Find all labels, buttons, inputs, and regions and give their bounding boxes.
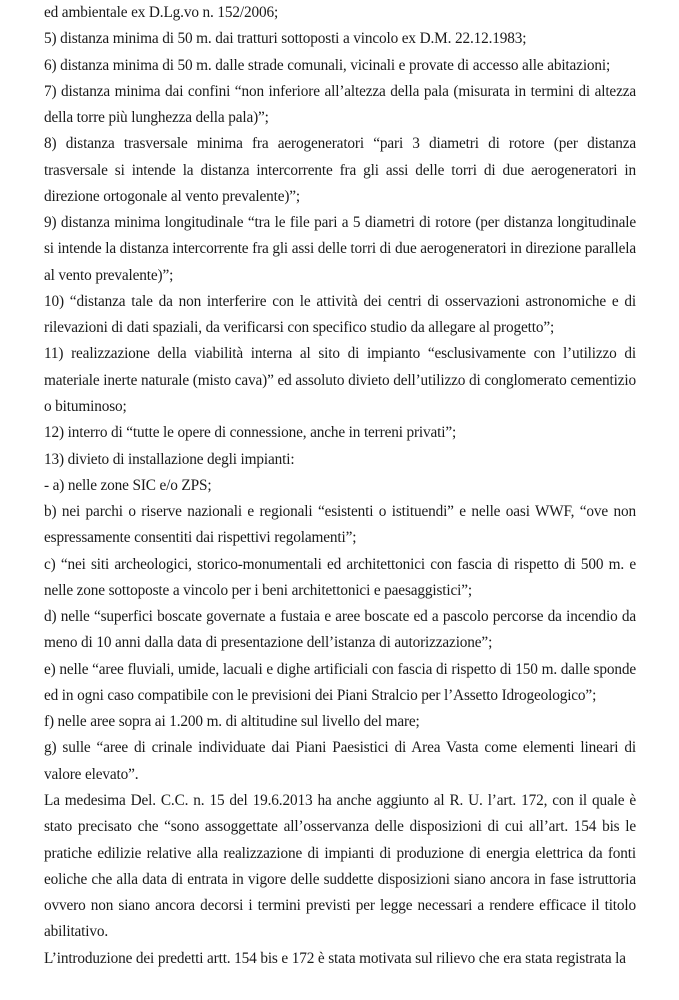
paragraph-item-7: 7) distanza minima dai confini “non inferiore all’altezza della pala (misurata in termini di altezza della torre più lunghezza della pala)”;: [44, 82, 636, 127]
document-page: [44, 0, 636, 972]
paragraph-subitem-a: - a) nelle zone SIC e/o ZPS;: [44, 476, 212, 494]
paragraph-art-172: La medesima Del. C.C. n. 15 del 19.6.2013 ha anche aggiunto al R. U. l’art. 172, con il quale è stato precisato che “sono assoggettate all’osservanza delle disposizioni di cui all’art. 154 bis le pratiche edilizie relative alla realizzazione di impianti di produzione di energia elettrica da fonti eoliche che alla data di entrata in vigore delle suddette disposizioni siano ancora in fase istruttoria ovvero non siano ancora decorsi i termini previsti per legge necessari a rendere efficace il titolo abilitativo.: [44, 791, 636, 941]
paragraph-subitem-e: e) nelle “aree fluviali, umide, lacuali e dighe artificiali con fascia di rispetto di 150 m. dalle sponde ed in ogni caso compatibile con le previsioni dei Piani Stralcio per l’Assetto Idrogeologico”;: [44, 660, 636, 704]
paragraph-item-9: 9) distanza minima longitudinale “tra le file pari a 5 diametri di rotore (per distanza longitudinale si intende la distanza intercorrente fra gli assi delle torri di due aerogeneratori in direzione parallela al vento prevalente)”;: [44, 214, 636, 284]
paragraph-item-13: 13) divieto di installazione degli impianti:: [44, 450, 295, 468]
paragraph-subitem-g: g) sulle “aree di crinale individuate dai Piani Paesistici di Area Vasta come elementi lineari di valore elevato”.: [44, 739, 636, 783]
paragraph-item-12: 12) interro di “tutte le opere di connessione, anche in terreni privati”;: [44, 424, 457, 442]
paragraph-item-8: 8) distanza trasversale minima fra aerogeneratori “pari 3 diametri di rotore (per distanza trasversale si intende la distanza intercorrente fra gli assi delle torri di due aerogeneratori in direzione ortogonale al vento prevalente)”;: [44, 135, 636, 205]
paragraph-introduction-motivation: L’introduzione dei predetti artt. 154 bis e 172 è stata motivata sul rilievo che era stata registrata la: [44, 949, 626, 967]
paragraph-subitem-b: b) nei parchi o riserve nazionali e regionali “esistenti o istituendi” e nelle oasi WWF, “ove non espressamente consentiti dai rispettivi regolamenti”;: [44, 503, 636, 547]
paragraph-subitem-c: c) “nei siti archeologici, storico-monumentali ed architettonici con fascia di rispetto di 500 m. e nelle zone sottoposte a vincolo per i beni architettonici e paesaggistici”;: [44, 555, 636, 599]
paragraph-item-10: 10) “distanza tale da non interferire con le attività dei centri di osservazioni astronomiche e di rilevazioni di dati spaziali, da verificarsi con specifico studio da allegare al progetto”;: [44, 292, 636, 337]
paragraph-item-6: 6) distanza minima di 50 m. dalle strade comunali, vicinali e provate di accesso alle abitazioni;: [44, 56, 611, 74]
paragraph-continuation: ed ambientale ex D.Lg.vo n. 152/2006;: [44, 4, 279, 21]
paragraph-item-5: 5) distanza minima di 50 m. dai tratturi sottoposti a vincolo ex D.M. 22.12.1983;: [44, 30, 527, 48]
paragraph-subitem-f: f) nelle aree sopra ai 1.200 m. di altitudine sul livello del mare;: [44, 713, 420, 731]
paragraph-subitem-d: d) nelle “superfici boscate governate a fustaia e aree boscate ed a pascolo percorse da incendio da meno di 10 anni dalla data di presentazione dell’istanza di autorizzazione”;: [44, 608, 636, 652]
paragraph-item-11: 11) realizzazione della viabilità interna al sito di impianto “esclusivamente con l’utilizzo di materiale inerte naturale (misto cava)” ed assoluto divieto dell’utilizzo di conglomerato cementizio o bituminoso;: [44, 345, 636, 415]
